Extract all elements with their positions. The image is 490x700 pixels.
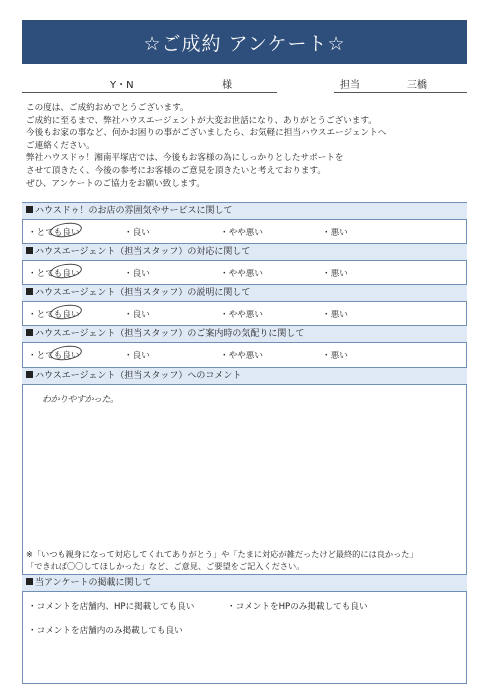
section-heading: ハウスエージェント（担当スタッフ）のご案内時の気配りに関して (35, 329, 305, 339)
intro-line: させて頂きたく、今後の参考にお客様のご意見を頂きたいと考えております。 (26, 165, 326, 176)
rating-very-good[interactable]: ・とても良い (28, 310, 80, 320)
comment-guidance-note (26, 549, 466, 572)
square-bullet-icon (26, 371, 33, 378)
rating-very-good[interactable]: ・とても良い (28, 228, 80, 238)
note-line: 「できれば〇〇してほしかった」など、ご意見、ご要望をご記入ください。 (26, 560, 305, 571)
customer-honorific: 様 (222, 80, 232, 91)
section-staff-explanation (22, 284, 467, 302)
section-heading: ハウスエージェント（担当スタッフ）の説明に関して (35, 288, 251, 298)
intro-line: 弊社ハウスドゥ！湘南平塚店では、今後もお客様の為にしっかりとしたサポートを (26, 153, 344, 164)
intro-line: この度は、ご成約おめでとうございます。 (26, 103, 189, 113)
rating-good[interactable]: ・良い (124, 310, 150, 320)
intro-line: 今後もお家の事など、何かお困りの事がございましたら、お気軽に担当ハウスエージェントへ (26, 128, 387, 139)
rating-bad[interactable]: ・悪い (322, 228, 348, 238)
rating-row-explanation (22, 302, 467, 324)
comment-field[interactable] (22, 386, 467, 548)
section-staff-comment (22, 367, 467, 385)
section-heading: ハウスエージェント（担当スタッフ）へのコメント (35, 371, 242, 381)
rating-somewhat-bad[interactable]: ・やや悪い (220, 351, 263, 361)
section-heading: 当アンケートの掲載に関して (35, 578, 152, 588)
square-bullet-icon (26, 329, 33, 336)
square-bullet-icon (26, 288, 33, 295)
section-store-atmosphere (22, 202, 467, 220)
intro-line: ぜひ、アンケートのご協力をお願い致します。 (26, 178, 205, 189)
rating-row-store (22, 220, 467, 242)
staff-label: 担当 (340, 80, 360, 91)
square-bullet-icon (26, 206, 33, 213)
survey-title: ☆ご成約 アンケート☆ (22, 20, 467, 64)
rating-very-good[interactable]: ・とても良い (28, 351, 80, 361)
rating-row-attentiveness (22, 343, 467, 365)
rating-somewhat-bad[interactable]: ・やや悪い (220, 228, 263, 238)
rating-row-response (22, 261, 467, 283)
staff-name: 三橋 (407, 80, 427, 91)
intro-text (26, 102, 466, 190)
intro-line: ご成約に至るまで、弊社ハウスエージェントが大変お世話になり、ありがとうございます。 (26, 115, 377, 126)
publish-web-only-option[interactable]: ・コメントをHPのみ掲載しても良い (227, 602, 368, 612)
staff-underline (334, 92, 467, 93)
section-staff-attentiveness (22, 325, 467, 343)
rating-bad[interactable]: ・悪い (322, 351, 348, 361)
rating-good[interactable]: ・良い (124, 269, 150, 279)
square-bullet-icon (26, 578, 33, 585)
publish-store-only-option[interactable]: ・コメントを店舗内のみ掲載しても良い (28, 626, 183, 636)
rating-bad[interactable]: ・悪い (322, 269, 348, 279)
section-heading: ハウスエージェント（担当スタッフ）の対応に関して (35, 247, 251, 257)
rating-somewhat-bad[interactable]: ・やや悪い (220, 310, 263, 320)
rating-bad[interactable]: ・悪い (322, 310, 348, 320)
customer-name: Y・N (110, 80, 134, 91)
intro-line: ご連絡ください。 (26, 140, 95, 151)
customer-underline (22, 92, 277, 93)
section-publication (22, 574, 467, 592)
customer-staff-row (22, 72, 467, 94)
rating-very-good[interactable]: ・とても良い (28, 269, 80, 279)
section-heading: ハウスドゥ！のお店の雰囲気やサービスに関して (35, 206, 233, 216)
section-staff-response (22, 243, 467, 261)
note-line: ※「いつも親身になって対応してくれてありがとう」や「たまに対応が雑だったけど最終的には良かった」 (26, 549, 418, 559)
rating-good[interactable]: ・良い (124, 228, 150, 238)
rating-somewhat-bad[interactable]: ・やや悪い (220, 269, 263, 279)
publish-store-and-web-option[interactable]: ・コメントを店舗内、HPに掲載しても良い (28, 602, 195, 612)
square-bullet-icon (26, 247, 33, 254)
rating-good[interactable]: ・良い (124, 351, 150, 361)
handwritten-comment: わかりやすかった。 (42, 395, 119, 405)
